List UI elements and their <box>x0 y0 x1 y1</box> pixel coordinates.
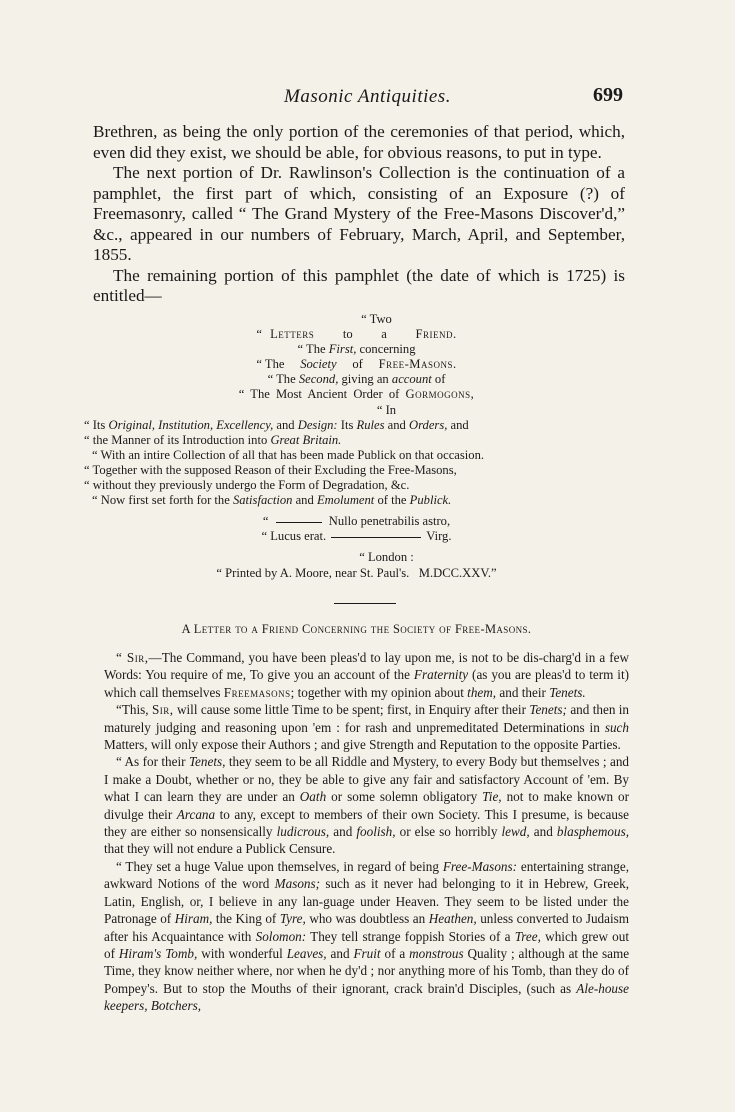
title-line: “ Its Original, Institution, Excellency, and Design: Its Rules and Orders, and <box>84 417 469 432</box>
title-line: “ without they previously undergo the Form of Degradation, &c. <box>84 478 410 493</box>
intro-text <box>93 122 625 307</box>
title-line: “ Together with the supposed Reason of their Excluding the Free-Masons, <box>84 462 457 477</box>
imprint-line: “ London : <box>359 550 414 565</box>
title-line: “ The First, concerning <box>297 342 416 357</box>
intro-paragraph: The next portion of Dr. Rawlinson's Collection is the continuation of a pamphlet, the first part of which, consisting of an Exposure (?) of Freemasonry, called “ The Grand Mystery of the Free-Masons Discover'd,” &c., appeared in our numbers of February, March, April, and September, 1855. <box>93 163 625 264</box>
title-line: “ With an intire Collection of all that has been made Publick on that occasion. <box>92 447 485 462</box>
title-line: “ Letters to a Friend. <box>256 327 457 342</box>
intro-paragraph: The remaining portion of this pamphlet (the date of which is 1725) is entitled— <box>93 265 625 305</box>
intro-paragraph: Brethren, as being the only portion of the ceremonies of that period, which, even did they exist, we should be able, for obvious reasons, to put in type. <box>93 122 625 162</box>
title-line: “ Now first set forth for the Satisfaction and Emolument of the Publick. <box>92 493 452 508</box>
letter-body <box>104 649 629 1015</box>
letter-paragraph: “This, Sir, will cause some little Time to be spent; first, in Enquiry after their Tenets; and then in maturely judging and reasoning upon 'em : for rash and unpremeditated Determinations in such Matters, will only expose their Authors ; and give Strength and Reputation to the opposite Parties. <box>104 702 630 753</box>
section-divider <box>334 603 396 604</box>
imprint-line: “ Printed by A. Moore, near St. Paul's. M.DCC.XXV.” <box>216 565 497 580</box>
letter-paragraph: “ Sir,—The Command, you have been pleas'd to lay upon me, is not to be dis-charg'd in a few Words: You require of me, To give you an account of the Fraternity (as you are pleas'd to term it) which call themselves Freemasons; together with my opinion about them, and their Tenets. <box>104 650 630 700</box>
running-title: Masonic Antiquities. <box>284 86 451 107</box>
title-line: “ The Most Ancient Order of Gormogons, <box>238 387 475 402</box>
title-line: “ Two <box>361 312 392 326</box>
title-line: “ the Manner of its Introduction into Great Britain. <box>84 432 342 447</box>
title-line: “ In <box>376 402 397 417</box>
letter-paragraph: “ They set a huge Value upon themselves, in regard of being Free-Masons: entertaining strange, awkward Notions of the word Masons; such as it never had belonging to it in Hebrew, Greek, Latin, English, or, I believe in any lan-guage under Heaven. They seem to be listed under the Patronage of Hiram, the King of Tyre, who was doubtless an Heathen, unless converted to Judaism after his Acquaintance with Solomon: They tell strange foppish Stories of a Tree, which grew out of Hiram's Tomb, with wonderful Leaves, and Fruit of a monstrous Quality ; although at the same Time, they know neither where, nor when he dy'd ; nor anything more of his Tomb, than they do of Pompey's. But to stop the Mouths of their ignorant, crack brain'd Disciples, (such as Ale-house keepers, Botchers, <box>104 858 630 1014</box>
quoted-title-page <box>84 312 629 581</box>
running-head <box>0 86 735 110</box>
title-line: “ The Society of Free-Masons. <box>256 357 457 372</box>
motto-line: “ Lucus erat. Virg. <box>261 529 452 544</box>
title-line: “ The Second, giving an account of <box>267 372 446 387</box>
letter-paragraph: “ As for their Tenets, they seem to be all Riddle and Mystery, to every Body but themselves ; and I make a Doubt, whether or no, they be able to give any fair and satisfactory Account of 'em. By what I can learn they are under an Oath or some solemn obligatory Tie, not to make known or divulge their Arcana to any, except to members of their own Society. This I presume, is because they are either so nonsensically ludicrous, and foolish, or else so horribly lewd, and blasphemous, that they will not endure a Publick Censure. <box>104 754 630 857</box>
motto-line: “ Nullo penetrabilis astro, <box>262 514 451 529</box>
dash-rule <box>276 522 322 523</box>
page-number: 699 <box>593 84 623 106</box>
letter-heading: A Letter to a Friend Concerning the Society of Free-Masons. <box>181 622 532 636</box>
dash-rule <box>331 537 421 538</box>
